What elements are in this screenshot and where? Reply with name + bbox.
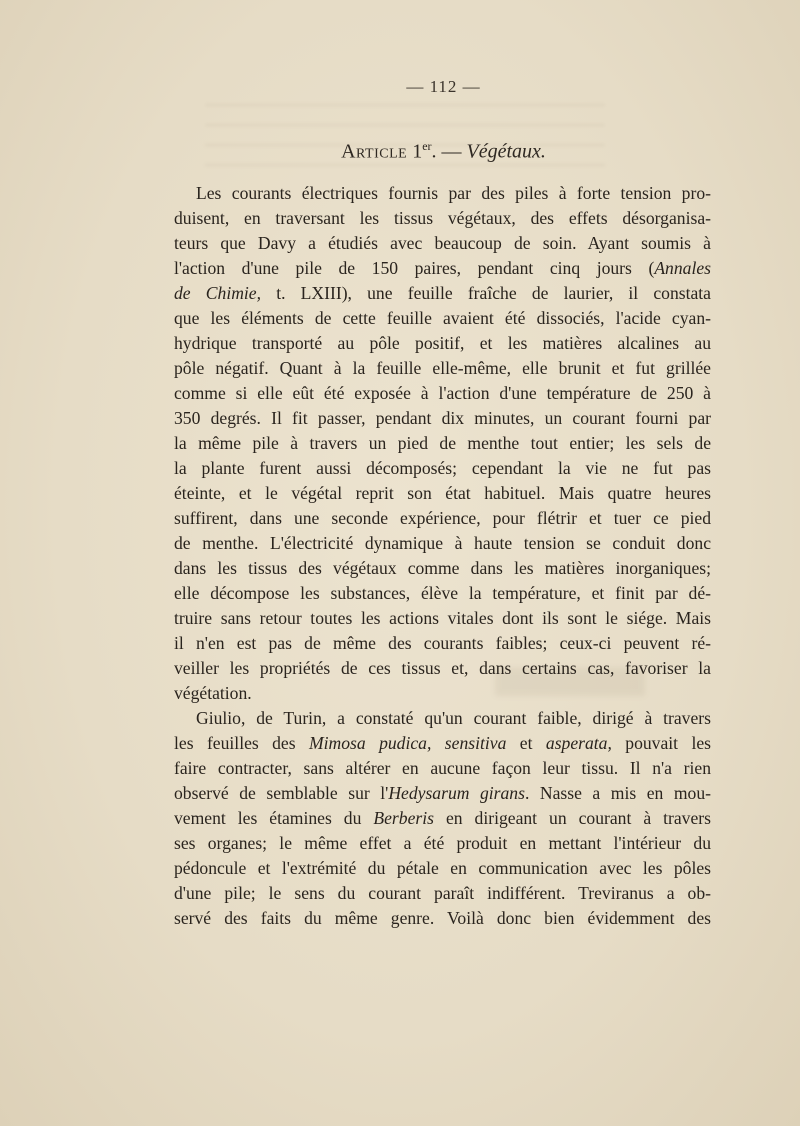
- text-line: la même pile à travers un pied de menthe tout entier; les sels de: [174, 433, 711, 453]
- section-heading: [0, 139, 800, 164]
- text-line: de menthe. L'électricité dynamique à haute tension se conduit donc: [174, 533, 711, 553]
- text-line: servé des faits du même genre. Voilà donc bien évidemment des: [174, 908, 711, 928]
- page-number: — 112 —: [406, 77, 481, 96]
- text-line: veiller les propriétés de ces tissus et, dans certains cas, favoriser la: [174, 658, 711, 678]
- text-line: végétation.: [174, 683, 252, 703]
- text-line: suffirent, dans une seconde expérience, pour flétrir et tuer ce pied: [174, 508, 711, 528]
- text-line: d'une pile; le sens du courant paraît indifférent. Treviranus a ob-: [174, 883, 711, 903]
- text-line: observé de semblable sur l'Hedysarum girans. Nasse a mis en mou-: [174, 783, 711, 803]
- text-line: il n'en est pas de même des courants faibles; ceux-ci peuvent ré-: [174, 633, 711, 653]
- text-line: de Chimie, t. LXIII), une feuille fraîche de laurier, il constata: [174, 283, 711, 303]
- text-line: Les courants électriques fournis par des piles à forte tension pro-: [196, 183, 711, 203]
- text-line: faire contracter, sans altérer en aucune façon leur tissu. Il n'a rien: [174, 758, 711, 778]
- text-line: les feuilles des Mimosa pudica, sensitiva et asperata, pouvait les: [174, 733, 711, 753]
- text-line: la plante furent aussi décomposés; cependant la vie ne fut pas: [174, 458, 711, 478]
- heading-title: Végétaux.: [466, 140, 546, 163]
- heading-ordinal: 1: [412, 140, 423, 163]
- text-line: l'action d'une pile de 150 paires, pendant cinq jours (Annales: [174, 258, 711, 278]
- text-line: pôle négatif. Quant à la feuille elle-même, elle brunit et fut grillée: [174, 358, 711, 378]
- text-line: éteinte, et le végétal reprit son état habituel. Mais quatre heures: [174, 483, 711, 503]
- text-line: Giulio, de Turin, a constaté qu'un courant faible, dirigé à travers: [196, 708, 711, 728]
- text-line: elle décompose les substances, élève la température, et finit par dé-: [174, 583, 711, 603]
- text-line: comme si elle eût été exposée à l'action d'une température de 250 à: [174, 383, 711, 403]
- text-line: ses organes; le même effet a été produit en mettant l'intérieur du: [174, 833, 711, 853]
- heading-ordinal-sup: er: [422, 139, 432, 153]
- text-line: pédoncule et l'extrémité du pétale en communication avec les pôles: [174, 858, 711, 878]
- text-line: que les éléments de cette feuille avaient été dissociés, l'acide cyan-: [174, 308, 711, 328]
- text-line: dans les tissus des végétaux comme dans les matières inorganiques;: [174, 558, 711, 578]
- text-line: hydrique transporté au pôle positif, et les matières alcalines au: [174, 333, 711, 353]
- text-line: truire sans retour toutes les actions vitales dont ils sont le siége. Mais: [174, 608, 711, 628]
- body-text: [174, 181, 711, 931]
- heading-separator: . —: [431, 140, 467, 163]
- text-line: teurs que Davy a étudiés avec beaucoup de soin. Ayant soumis à: [174, 233, 711, 253]
- text-line: duisent, en traversant les tissus végétaux, des effets désorganisa-: [174, 208, 711, 228]
- heading-prefix: Article: [341, 140, 408, 163]
- text-line: 350 degrés. Il fit passer, pendant dix minutes, un courant fourni par: [174, 408, 711, 428]
- text-line: vement les étamines du Berberis en dirigeant un courant à travers: [174, 808, 711, 828]
